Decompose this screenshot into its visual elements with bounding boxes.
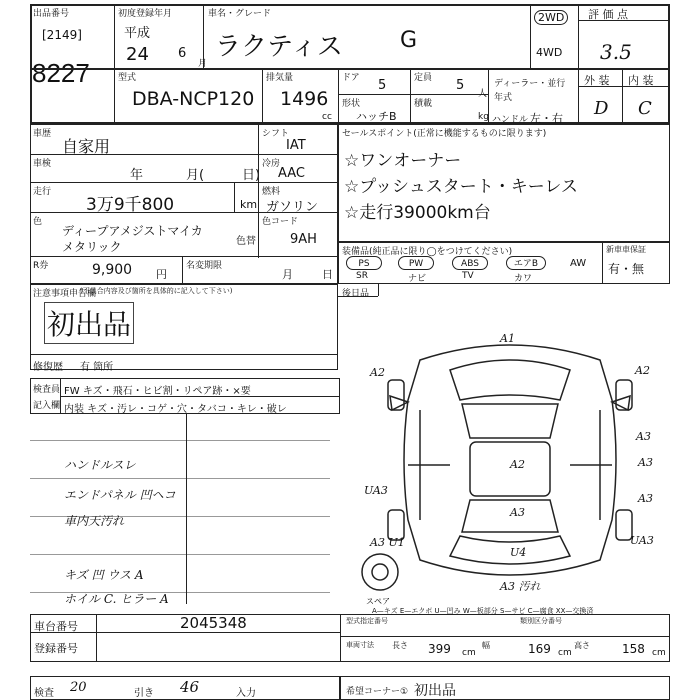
warranty-value: 有・無: [608, 262, 645, 276]
name-label: 車名・グレード: [208, 9, 272, 19]
handle-value: 左・右: [530, 112, 563, 125]
mark-8: UA3: [630, 534, 654, 547]
grade: G: [400, 28, 418, 53]
capacity-unit: 人: [478, 89, 488, 99]
reg-year: 24: [126, 44, 149, 65]
mark-6: A3: [638, 492, 653, 505]
mileage-unit: km: [240, 198, 258, 211]
dealer-label: ディーラー・並行: [494, 79, 566, 89]
height-value: 158: [622, 642, 645, 656]
color-label: 色: [33, 217, 43, 227]
category-label: 類別区分番号: [520, 617, 562, 625]
sales-label: セールスポイント(正常に機能するものに限ります): [342, 129, 547, 139]
mileage-label: 走行: [33, 187, 52, 197]
fw-line: FW キズ・飛石・ヒビ割・リペア跡・×要: [64, 386, 251, 397]
sales-point-1: ☆ワンオーナー: [344, 151, 462, 171]
score-value: 3.5: [600, 40, 632, 64]
year-type-label: 年式: [494, 93, 513, 103]
spare-label: スペア: [366, 597, 390, 606]
mark-11: U4: [510, 546, 527, 559]
handle-label: ハンドル: [492, 115, 529, 125]
equip-leather: カワ: [514, 274, 533, 284]
equip-airbag: エアB: [506, 256, 546, 270]
lot-label: 出品番号: [33, 9, 70, 19]
inspection-month: 月(: [186, 168, 205, 183]
width-label: 幅: [482, 641, 490, 650]
height-label: 高さ: [574, 641, 590, 650]
input-label: 入力: [236, 688, 256, 699]
mark-10: A3: [510, 506, 525, 519]
mark-13: A3 U1: [370, 536, 405, 549]
hand-line-4: キズ 凹 ウス A: [64, 568, 144, 582]
equipment-label: 装備品(純正品に限り◯をつけてください): [342, 247, 513, 257]
name-change-label: 名変期限: [186, 261, 223, 271]
exterior-value: D: [594, 98, 609, 119]
color-code-value: 9AH: [290, 232, 317, 247]
notes-label: 注意事項申告欄: [33, 289, 97, 299]
era: 平成: [124, 26, 151, 41]
pull-label: 引き: [134, 688, 154, 699]
vin-value: 2045348: [180, 614, 247, 632]
load-label: 積載: [414, 99, 433, 109]
r-unit: 円: [156, 268, 167, 281]
dim-label: 車両寸法: [346, 641, 374, 649]
length-value: 399: [428, 642, 451, 656]
diagram-legend: A—キズ E—エクボ U—凹み W—板部分 S—サビ C—腐食 XX—交換済: [372, 607, 594, 615]
hand-line-3: 車内天汚れ: [64, 514, 125, 528]
notes-handwriting: 初出品: [44, 302, 134, 344]
ac-value: AAC: [278, 166, 305, 181]
doors-label: ドア: [342, 73, 360, 83]
lot-sub: [2149]: [42, 28, 82, 42]
lot-number: 8227: [32, 58, 90, 88]
use-label: 車歴: [33, 129, 52, 139]
displacement-value: 1496: [280, 88, 329, 110]
reg-label: 登録番号: [34, 642, 78, 655]
mileage-value: 3万9千800: [86, 195, 175, 215]
shift-value: IAT: [286, 138, 306, 153]
equip-navi: ナビ: [408, 274, 427, 284]
interior-line: 内装 キズ・汚レ・コゲ・穴・タバコ・キレ・破レ: [64, 404, 287, 415]
model-value: DBA-NCP120: [132, 88, 255, 110]
first-reg-label: 初度登録年月: [118, 9, 173, 19]
mark-7: UA3: [364, 484, 388, 497]
car-diagram: [350, 320, 670, 610]
body-label: 形状: [342, 99, 361, 109]
mark-2: A2: [370, 366, 385, 379]
mark-12: A3 汚れ: [500, 580, 541, 593]
equip-sr: SR: [356, 271, 368, 281]
hand-line-2: エンドパネル 凹ヘコ: [64, 488, 176, 502]
color-value-2: メタリック: [62, 240, 122, 254]
interior-label: 内 装: [628, 74, 654, 87]
structure-label: 型式指定番号: [346, 617, 388, 625]
fuel-value: ガソリン: [266, 200, 319, 215]
name-change-day: 日: [322, 268, 333, 281]
reg-month: 6: [178, 46, 187, 61]
model-label: 型式: [118, 73, 137, 83]
sales-point-2: ☆プッシュスタート・キーレス: [344, 177, 578, 197]
check-label: 検査: [34, 688, 54, 699]
mark-4: A3: [636, 430, 651, 443]
use-value: 自家用: [62, 137, 111, 156]
length-label: 長さ: [392, 641, 408, 650]
shift-label: シフト: [262, 129, 290, 139]
name-change-month: 月: [282, 268, 293, 281]
check-value: 20: [70, 680, 87, 695]
color-code-label: 色コード: [262, 217, 299, 227]
mark-5: A3: [638, 456, 653, 469]
mark-9: A2: [510, 458, 525, 471]
displacement-label: 排気量: [266, 73, 294, 83]
equip-abs: ABS: [452, 256, 488, 270]
capacity-label: 定員: [414, 73, 433, 83]
color-value-1: ディープアメジストマイカ: [62, 224, 203, 238]
load-unit: kg: [478, 112, 489, 122]
width-unit: cm: [558, 648, 572, 658]
car-name: ラクティス: [215, 32, 343, 62]
new-car-label: 新車車保証: [606, 245, 646, 254]
color-change-label: 色替: [236, 236, 256, 247]
sales-point-3: ☆走行39000km台: [344, 203, 491, 223]
hand-line-1: ハンドルスレ: [64, 458, 136, 472]
rear-seat-label: 後日品: [342, 289, 370, 299]
drive-4wd: 4WD: [536, 46, 563, 59]
hope-label: 希望コーナー①: [346, 687, 409, 697]
repair-label: 修復歴: [33, 362, 63, 373]
notes-sub: (不具合内容及び箇所を具体的に記入して下さい): [80, 287, 233, 295]
score-label: 評 価 点: [588, 8, 628, 21]
r-label: R券: [33, 261, 49, 271]
mark-3: A2: [635, 364, 650, 377]
body-value: ハッチB: [356, 110, 397, 123]
inspection-label: 車検: [33, 159, 52, 169]
equip-pw: PW: [398, 256, 434, 270]
month-unit: 月: [198, 59, 208, 69]
doors-value: 5: [378, 78, 387, 93]
equip-ps: PS: [346, 256, 382, 270]
equip-aw: AW: [570, 258, 587, 269]
inspection-day: 日): [242, 168, 261, 183]
pull-value: 46: [180, 678, 200, 696]
ac-label: 冷房: [262, 159, 281, 169]
drive-2wd: 2WD: [534, 10, 568, 25]
interior-value: C: [638, 98, 652, 119]
mark-1: A1: [500, 332, 515, 345]
vin-label: 車台番号: [34, 620, 78, 633]
height-unit: cm: [652, 648, 666, 658]
capacity-value: 5: [456, 78, 465, 93]
length-unit: cm: [462, 648, 476, 658]
exterior-label: 外 装: [584, 74, 610, 87]
inspector-label-2: 記入欄: [33, 401, 61, 411]
displacement-unit: cc: [322, 112, 332, 122]
inspection-year: 年: [130, 168, 144, 183]
hope-value: 初出品: [414, 683, 456, 699]
equip-tv: TV: [462, 271, 474, 281]
repair-value: 有 箇所: [80, 362, 114, 373]
r-value: 9,900: [92, 262, 133, 278]
hand-line-5: ホイル C. ヒラー A: [64, 592, 169, 606]
width-value: 169: [528, 642, 551, 656]
inspector-label-1: 検査員: [33, 385, 61, 395]
fuel-label: 燃料: [262, 187, 281, 197]
